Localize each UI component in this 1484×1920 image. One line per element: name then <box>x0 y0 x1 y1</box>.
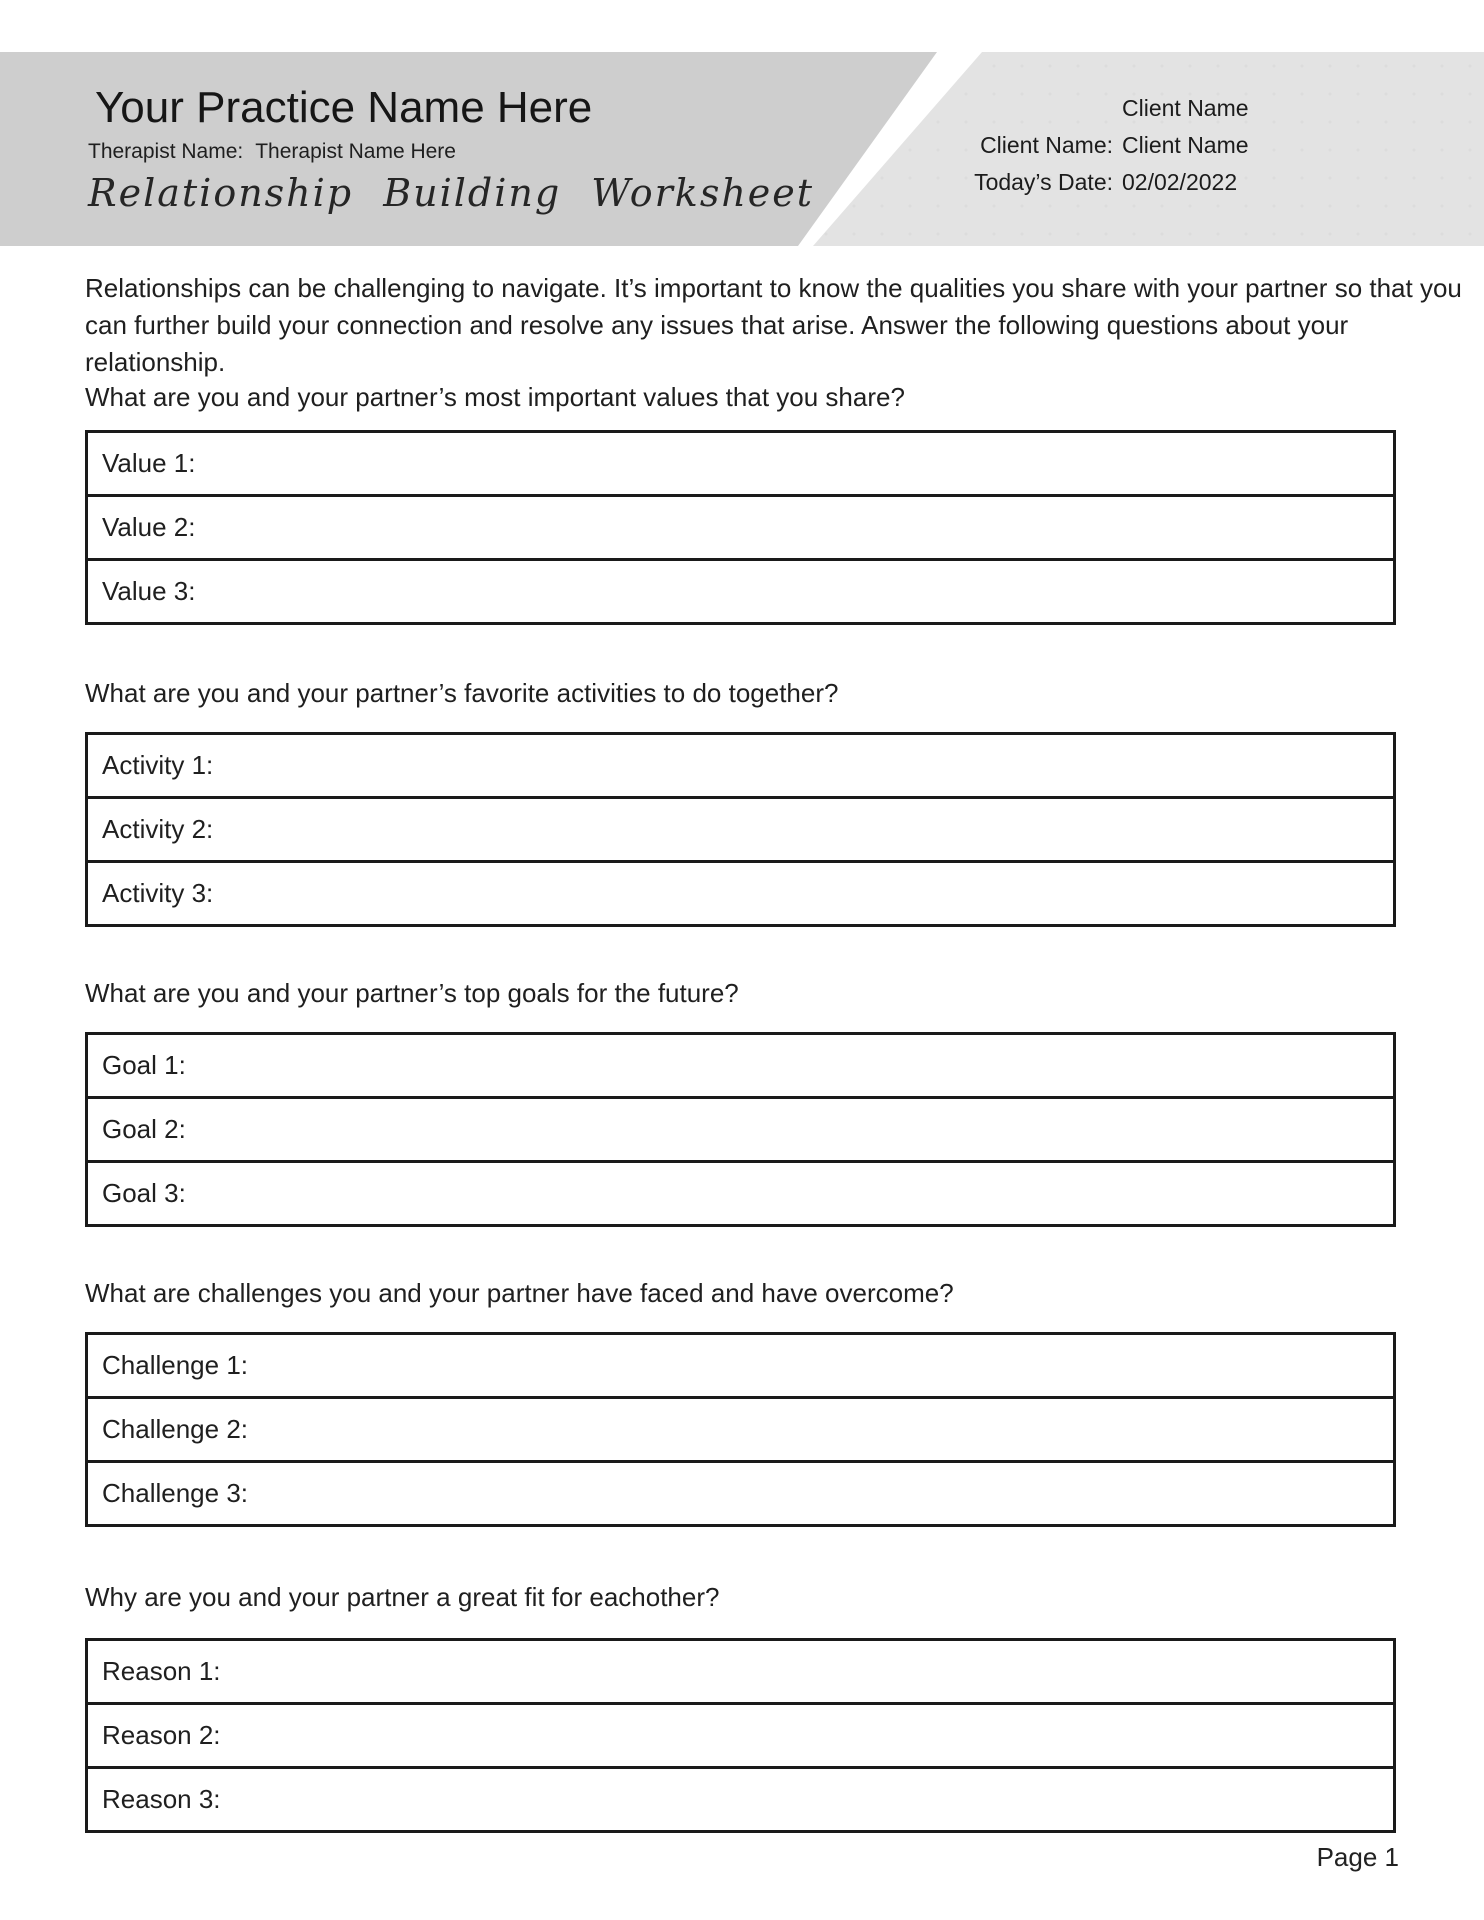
answer-row <box>88 796 1393 860</box>
client-name-value: Client Name <box>1122 132 1249 158</box>
answer-row <box>88 1160 1393 1224</box>
row-label: Goal 2: <box>102 1114 186 1144</box>
answer-row <box>88 1766 1393 1830</box>
answer-row <box>88 1335 1393 1396</box>
question-reasons: Why are you and your partner a great fit for eachother? <box>85 1582 720 1612</box>
date-value: 02/02/2022 <box>1122 169 1238 195</box>
client-top-label-spacer <box>850 90 1113 127</box>
client-name-display: Client Name <box>1122 95 1249 121</box>
therapist-name-value: Therapist Name Here <box>255 140 456 163</box>
intro-line-2: can further build your connection and resolve any issues that arise. Answer the following questions about your relationship. <box>85 310 1349 377</box>
answer-row <box>88 1641 1393 1702</box>
row-label: Challenge 3: <box>102 1478 248 1508</box>
intro-line-1: Relationships can be challenging to navigate. It’s important to know the qualities you share with your partner so that you <box>85 273 1462 303</box>
therapist-name-label: Therapist Name: <box>88 140 244 163</box>
practice-name-title: Your Practice Name Here <box>95 83 593 132</box>
row-label: Challenge 2: <box>102 1414 248 1444</box>
row-label: Value 1: <box>102 448 196 478</box>
values-answer-box <box>85 430 1396 625</box>
answer-row <box>88 1460 1393 1524</box>
answer-row <box>88 1096 1393 1160</box>
date-label: Today’s Date: <box>974 169 1113 195</box>
row-label: Goal 3: <box>102 1178 186 1208</box>
answer-row <box>88 494 1393 558</box>
page-number: Page 1 <box>1316 1842 1399 1872</box>
row-label: Value 3: <box>102 576 196 606</box>
row-label: Reason 3: <box>102 1784 221 1814</box>
row-label: Value 2: <box>102 512 196 542</box>
client-info-block <box>850 90 1249 201</box>
answer-row <box>88 433 1393 494</box>
intro-paragraph <box>85 270 1484 381</box>
reasons-answer-box <box>85 1638 1396 1833</box>
question-goals: What are you and your partner’s top goals for the future? <box>85 978 739 1008</box>
answer-row <box>88 735 1393 796</box>
therapist-name-line <box>88 139 456 165</box>
answer-row <box>88 558 1393 622</box>
worksheet-title: Relationship Building Worksheet <box>88 171 815 215</box>
answer-row <box>88 860 1393 924</box>
answer-row <box>88 1035 1393 1096</box>
question-values: What are you and your partner’s most important values that you share? <box>85 382 905 412</box>
goals-answer-box <box>85 1032 1396 1227</box>
row-label: Activity 2: <box>102 814 214 844</box>
row-label: Reason 1: <box>102 1656 221 1686</box>
row-label: Activity 1: <box>102 750 214 780</box>
row-label: Activity 3: <box>102 878 214 908</box>
answer-row <box>88 1396 1393 1460</box>
client-name-label: Client Name: <box>980 132 1113 158</box>
row-label: Goal 1: <box>102 1050 186 1080</box>
question-activities: What are you and your partner’s favorite activities to do together? <box>85 678 839 708</box>
row-label: Challenge 1: <box>102 1350 248 1380</box>
row-label: Reason 2: <box>102 1720 221 1750</box>
answer-row <box>88 1702 1393 1766</box>
question-challenges: What are challenges you and your partner have faced and have overcome? <box>85 1278 954 1308</box>
challenges-answer-box <box>85 1332 1396 1527</box>
activities-answer-box <box>85 732 1396 927</box>
